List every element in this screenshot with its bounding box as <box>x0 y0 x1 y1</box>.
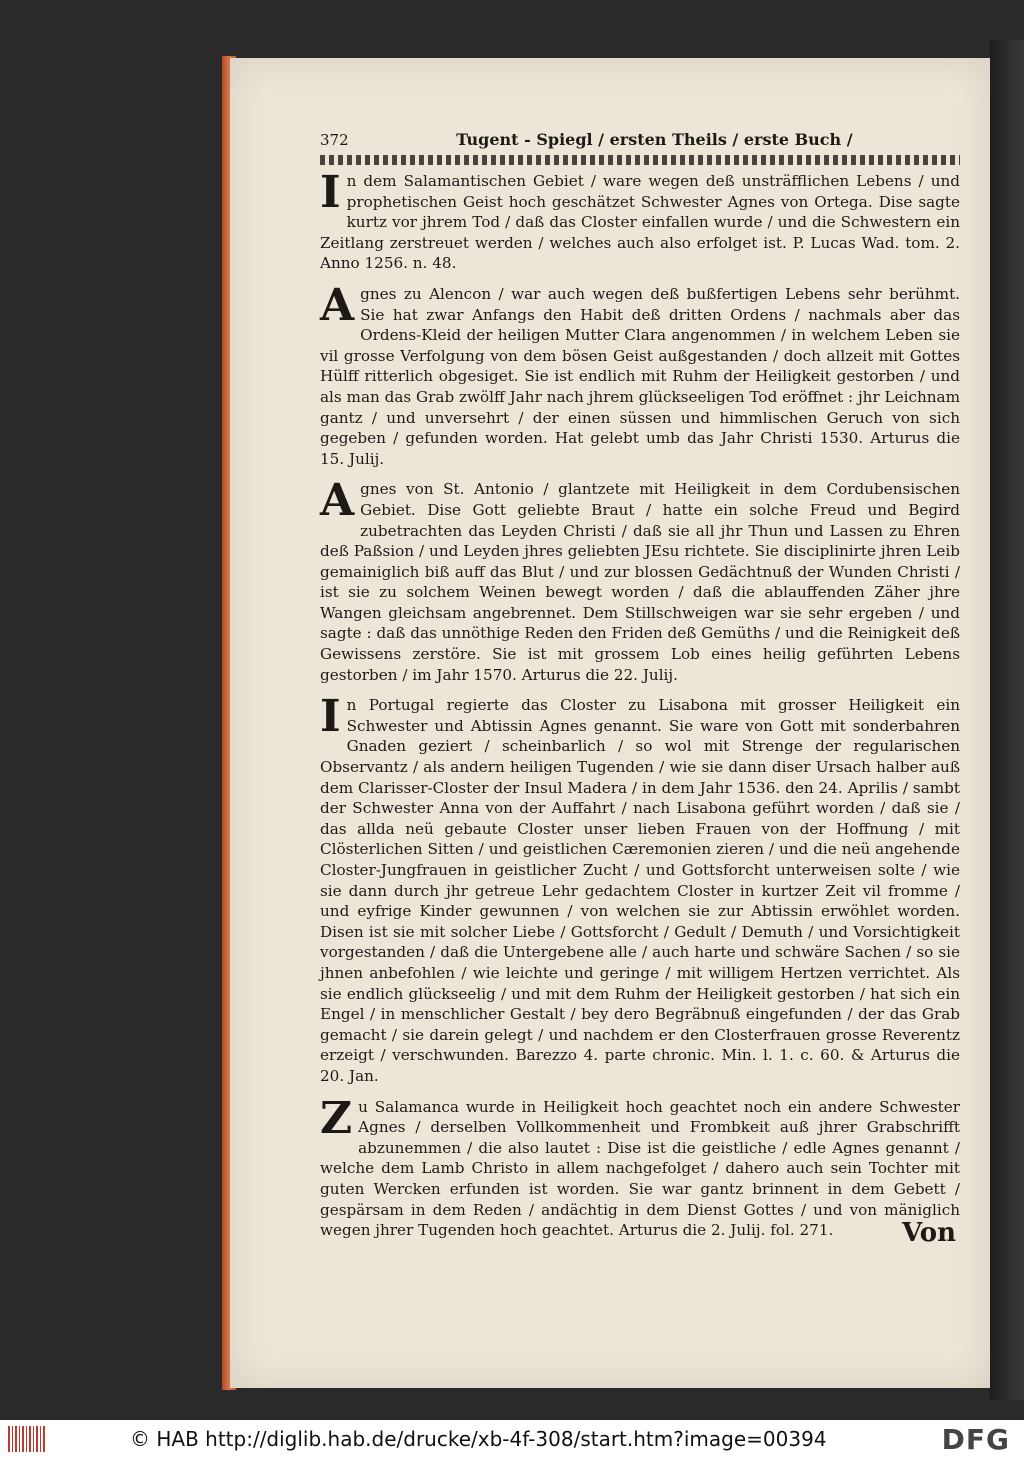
page-text-area <box>320 130 960 1251</box>
ornament-divider <box>320 155 960 165</box>
running-head: Tugent - Spiegl / ersten Theils / erste Buch / <box>456 130 853 149</box>
paragraph-antonio: Agnes von St. Antonio / glantzete mit Heiligkeit in dem Cordubensischen Gebiet. Dise Gott geliebte Braut / hatte ein solche Freud und Begird zubetrachten das Leyden Christi / daß sie all jhr Thun und Lassen zu Ehren deß Paßsion / und Leyden jhres geliebten JEsu richtete. Sie disciplinirte jhren Leib gemainiglich biß auff das Blut / und zur blossen Gedächtnuß der Wunden Christi / ist sie zu solchem Weinen bewegt worden / daß die ablauffenden Zäher jhre Wangen gleichsam angebrennet. Dem Stillschweigen war sie sehr ergeben / und sagte : daß das unnöthige Reden den Friden deß Gemüths / und die Reinigkeit deß Gewissens zerstöre. Sie ist mit grossem Lob eines heilig geführten Lebens gestorben / im Jahr 1570. Arturus die 22. Julij. <box>320 475 960 684</box>
background-shadow <box>990 40 1024 1400</box>
dfg-logo: DFG <box>941 1422 1010 1456</box>
paragraph-salamanca: Zu Salamanca wurde in Heiligkeit hoch geachtet noch ein andere Schwester Agnes / derselben Vollkommenheit und Frombkeit auß jhrer Grabschrifft abzunemmen / die also lautet : Dise ist die geistliche / edle Agnes genannt / welche dem Lamb Christo in allem nachgefolget / dahero auch sein Tochter mit guten Wercken erfunden ist worden. Sie war gantz brinnent in dem Gebett / gespärsam in dem Reden / andächtig in dem Dienst Gottes / und von mäniglich wegen jhrer Tugenden hoch geachtet. Arturus die 2. Julij. fol. 271. <box>320 1092 960 1240</box>
page-header <box>320 130 960 149</box>
footer-bar <box>0 1420 1024 1458</box>
footer-url[interactable]: © HAB http://diglib.hab.de/drucke/xb-4f-308/start.htm?image=00394 <box>130 1427 827 1451</box>
paragraph-alencon: Agnes zu Alencon / war auch wegen deß bußfertigen Lebens sehr berühmt. Sie hat zwar Anfangs den Habit deß dritten Ordens / nachmals aber das Ordens-Kleid der heiligen Mutter Clara angenommen / in welchem Leben sie vil grosse Verfolgung von dem bösen Geist außgestanden / doch allzeit mit Gottes Hülff ritterlich obgesiget. Sie ist endlich mit Ruhm der Heiligkeit gestorben / und als man das Grab zwölff Jahr nach jhrem glückseeligen Tod eröffnet : jhr Leichnam gantz / und unversehrt / der einen süssen und himmlischen Geruch von sich gegeben / gefunden worden. Hat gelebt umb das Jahr Christi 1530. Arturus die 15. Julij. <box>320 279 960 468</box>
paragraph-portugal: In Portugal regierte das Closter zu Lisabona mit grosser Heiligkeit ein Schwester und Abtissin Agnes genannt. Sie ware von Gott mit sonderbahren Gnaden geziert / scheinbarlich / so wol mit Strenge der regularischen Observantz / als andern heiligen Tugenden / wie sie dann diser Ursach halber auß dem Clarisser-Closter der Insul Madera / in dem Jahr 1536. den 24. Aprilis / sambt der Schwester Anna von der Auffahrt / nach Lisabona geführt worden / daß sie / das allda neü gebaute Closter unser lieben Frauen von der Hoffnung / mit Clösterlichen Sitten / und geistlichen Cæremonien zieren / und die neü angehende Closter-Jungfrauen in geistlicher Zucht / und Gottsforcht unterweisen solte / wie sie dann durch jhr getreue Lehr gedachtem Closter in kurtzer Zeit vil fromme / und eyfrige Kinder gewunnen / von welchen sie zur Abtissin erwöhlet worden. Disen ist sie mit solcher Liebe / Gottsforcht / Gedult / Demuth / und Vorsichtigkeit vorgestanden / daß die Untergebene alle / auch harte und schwäre Sachen / so sie jhnen anbefohlen / wie leichte und geringe / mit willigem Hertzen verrichtet. Als sie endlich glückseelig / und mit dem Ruhm der Heiligkeit gestorben / hat sich ein Engel / in menschlicher Gestalt / bey dero Begräbnuß eingefunden / der das Grab gemacht / sie darein gelegt / und nachdem er den Closterfrauen grosse Reverentz erzeigt / verschwunden. Barezzo 4. parte chronic. Min. l. 1. c. 60. & Arturus die 20. Jan. <box>320 691 960 1085</box>
page-number: 372 <box>320 131 349 149</box>
barcode-icon <box>8 1426 46 1452</box>
paragraph-ortega: In dem Salamantischen Gebiet / ware wegen deß unsträfflichen Lebens / und prophetischen Geist hoch geschätzet Schwester Agnes von Ortega. Dise sagte kurtz vor jhrem Tod / daß das Closter einfallen wurde / und die Schwestern ein Zeitlang zerstreuet werden / welches auch also erfolget ist. P. Lucas Wad. tom. 2. Anno 1256. n. 48. <box>320 167 960 273</box>
catchword: Von <box>901 1218 956 1248</box>
